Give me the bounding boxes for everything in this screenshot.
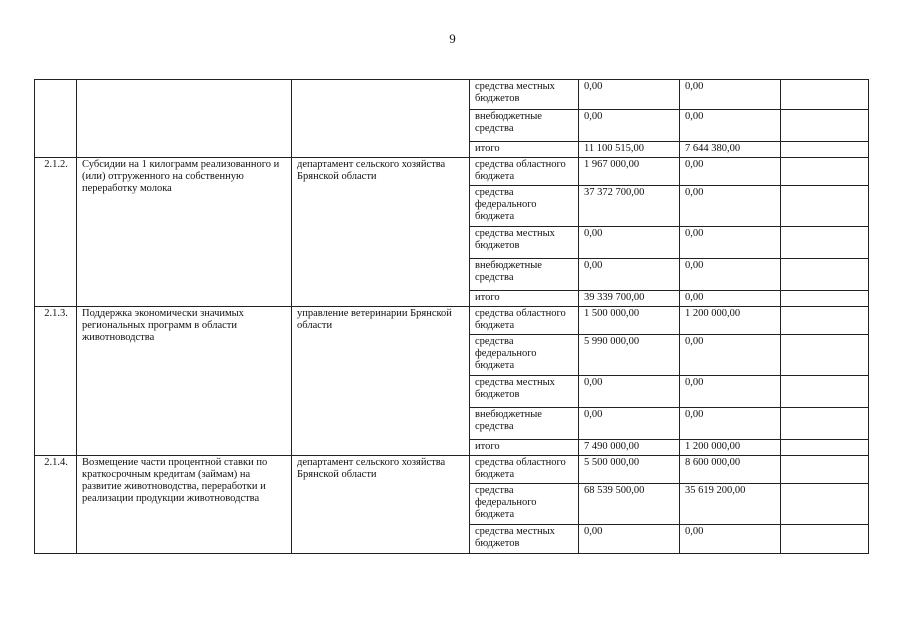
empty-cell bbox=[781, 80, 869, 110]
source-cell: итого bbox=[470, 142, 579, 158]
value-cell: 7 644 380,00 bbox=[680, 142, 781, 158]
empty-cell bbox=[781, 158, 869, 186]
source-cell: внебюджетные средства bbox=[470, 110, 579, 142]
measure-number: 2.1.2. bbox=[35, 158, 77, 307]
empty-cell bbox=[781, 291, 869, 307]
empty-cell bbox=[781, 525, 869, 554]
value-cell: 0,00 bbox=[680, 525, 781, 554]
value-cell: 0,00 bbox=[680, 335, 781, 376]
source-cell: средства местных бюджетов bbox=[470, 80, 579, 110]
value-cell: 0,00 bbox=[579, 110, 680, 142]
source-cell: средства федерального бюджета bbox=[470, 186, 579, 227]
value-cell: 0,00 bbox=[579, 376, 680, 408]
table-row bbox=[35, 456, 869, 484]
source-cell: итого bbox=[470, 291, 579, 307]
measure-name: Возмещение части процентной ставки по краткосрочным кредитам (займам) на развитие животноводства, переработки и реализации продукции животноводства bbox=[77, 456, 292, 554]
source-cell: средства областного бюджета bbox=[470, 456, 579, 484]
page-number: 9 bbox=[449, 31, 456, 46]
value-cell: 39 339 700,00 bbox=[579, 291, 680, 307]
measure-executor: управление ветеринарии Брянской области bbox=[292, 307, 470, 456]
value-cell: 0,00 bbox=[680, 110, 781, 142]
empty-cell bbox=[781, 408, 869, 440]
measure-name: Поддержка экономически значимых региональных программ в области животноводства bbox=[77, 307, 292, 456]
program-table bbox=[34, 79, 869, 554]
measure-number: 2.1.3. bbox=[35, 307, 77, 456]
value-cell: 5 990 000,00 bbox=[579, 335, 680, 376]
empty-cell bbox=[781, 307, 869, 335]
source-cell: средства федерального бюджета bbox=[470, 335, 579, 376]
value-cell: 0,00 bbox=[579, 80, 680, 110]
table-row bbox=[35, 80, 869, 110]
empty-cell bbox=[781, 484, 869, 525]
value-cell: 1 967 000,00 bbox=[579, 158, 680, 186]
value-cell: 0,00 bbox=[680, 158, 781, 186]
empty-cell bbox=[781, 456, 869, 484]
value-cell: 0,00 bbox=[680, 408, 781, 440]
empty-cell bbox=[781, 227, 869, 259]
empty-cell bbox=[781, 440, 869, 456]
empty-cell bbox=[781, 186, 869, 227]
value-cell: 1 200 000,00 bbox=[680, 307, 781, 335]
value-cell: 11 100 515,00 bbox=[579, 142, 680, 158]
measure-number: 2.1.4. bbox=[35, 456, 77, 554]
value-cell: 1 500 000,00 bbox=[579, 307, 680, 335]
name-cell bbox=[77, 80, 292, 158]
empty-cell bbox=[781, 335, 869, 376]
value-cell: 68 539 500,00 bbox=[579, 484, 680, 525]
value-cell: 37 372 700,00 bbox=[579, 186, 680, 227]
measure-executor: департамент сельского хозяйства Брянской области bbox=[292, 158, 470, 307]
source-cell: средства областного бюджета bbox=[470, 307, 579, 335]
source-cell: средства федерального бюджета bbox=[470, 484, 579, 525]
source-cell: внебюджетные средства bbox=[470, 259, 579, 291]
num-cell bbox=[35, 80, 77, 158]
empty-cell bbox=[781, 376, 869, 408]
value-cell: 7 490 000,00 bbox=[579, 440, 680, 456]
measure-name: Субсидии на 1 килограмм реализованного и (или) отгруженного на собственную переработку молока bbox=[77, 158, 292, 307]
source-cell: средства областного бюджета bbox=[470, 158, 579, 186]
source-cell: итого bbox=[470, 440, 579, 456]
value-cell: 0,00 bbox=[579, 259, 680, 291]
value-cell: 8 600 000,00 bbox=[680, 456, 781, 484]
executor-cell bbox=[292, 80, 470, 158]
value-cell: 0,00 bbox=[579, 525, 680, 554]
table-row bbox=[35, 158, 869, 186]
empty-cell bbox=[781, 259, 869, 291]
value-cell: 1 200 000,00 bbox=[680, 440, 781, 456]
value-cell: 0,00 bbox=[680, 291, 781, 307]
value-cell: 35 619 200,00 bbox=[680, 484, 781, 525]
value-cell: 0,00 bbox=[680, 227, 781, 259]
source-cell: средства местных бюджетов bbox=[470, 227, 579, 259]
empty-cell bbox=[781, 142, 869, 158]
value-cell: 5 500 000,00 bbox=[579, 456, 680, 484]
value-cell: 0,00 bbox=[680, 80, 781, 110]
source-cell: средства местных бюджетов bbox=[470, 525, 579, 554]
table-row bbox=[35, 307, 869, 335]
value-cell: 0,00 bbox=[579, 227, 680, 259]
empty-cell bbox=[781, 110, 869, 142]
value-cell: 0,00 bbox=[680, 376, 781, 408]
measure-executor: департамент сельского хозяйства Брянской области bbox=[292, 456, 470, 554]
value-cell: 0,00 bbox=[680, 186, 781, 227]
source-cell: средства местных бюджетов bbox=[470, 376, 579, 408]
value-cell: 0,00 bbox=[579, 408, 680, 440]
source-cell: внебюджетные средства bbox=[470, 408, 579, 440]
value-cell: 0,00 bbox=[680, 259, 781, 291]
